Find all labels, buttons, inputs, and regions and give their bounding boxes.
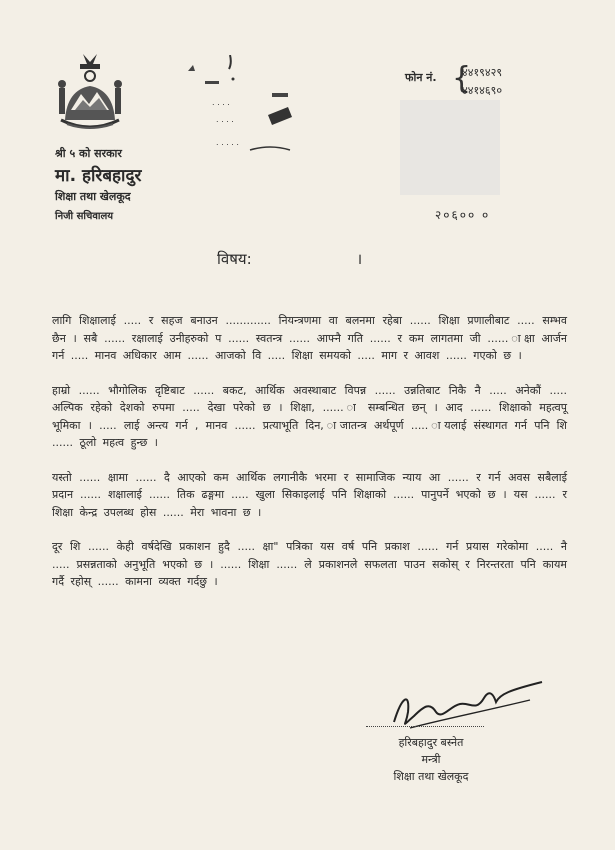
ministry-header: शिक्षा तथा खेलकूद xyxy=(55,190,131,203)
phone-bracket: { xyxy=(452,61,472,96)
subject-end: । xyxy=(356,250,363,268)
signatory-ministry: शिक्षा तथा खेलकूद xyxy=(393,770,469,783)
government-line: श्री ५ को सरकार xyxy=(55,147,122,160)
subject-line xyxy=(217,249,362,269)
svg-text:. . . .: . . . . xyxy=(216,115,234,124)
phone-numbers xyxy=(462,64,502,100)
body-paragraph-3: यस्तो ...... क्षामा ...... दै आएको कम आर्थिक लगानीकै भरमा र सामाजिक न्याय आ ...... र गर्न अवस सबैलाई प्रदान ...... शक्षालाई ...... तिक ढङ्गमा ..... खुला सिकाइलाई पनि शिक्षाको ...... पानुपर्ने भएको छ । यस ...... र शिक्षा केन्द्र उपलब्ध होस ...... मेरा भावना छ । xyxy=(52,470,567,519)
phone-label: फोन नं. xyxy=(405,71,437,84)
paper-stain xyxy=(400,100,500,195)
handwritten-signature xyxy=(380,676,545,736)
subject-label: विषय: xyxy=(217,250,252,268)
signatory-name: हरिबहादुर बस्नेत xyxy=(398,736,464,749)
signatory-title: मन्त्री xyxy=(421,753,441,766)
svg-text:. . . . .: . . . . . xyxy=(216,138,239,147)
body-paragraph-1: लागि शिक्षालाई ..... र सहज बनाउन ............. नियन्त्रणमा वा बलनमा रहेबा ...... शिक्षा प्रणालीबाट ..... सम्भव छैन । सबै ...... रक्षालाई उनीहरुको प ...... स्वतन्त्र ...... आफ्नै गति ...... र कम लागतमा जी ...... ाक्षा आर्जन गर्न ..... मानव अधिकार आम ...... आजको वि ..... शिक्षा समयको ..... माग र आवश ...... गएको छ । xyxy=(52,314,567,362)
government-emblem xyxy=(55,50,125,132)
body-paragraph-2: हाम्रो ...... भौगोलिक दृष्टिबाट ...... बकट, आर्थिक अवस्थाबाट विपन्न ...... उन्नतिबाट निकै नै ..... अनेकौं ..... अल्पिक रहेको देशको रुपमा ..... देखा परेको छ । शिक्षा, ...... ा सम्बन्धित छन् । आद ...... शिक्षाको महत्वपू भूमिका । ..... लाई अन्त्य गर्न , मानव ...... प्रत्याभूति दिन, ाजातन्त्र अर्थपूर्ण ..... ायलाई संस्थागत गर्न पनि शि ...... ठूलो महत्व हुन्छ । xyxy=(52,383,567,449)
secretariat-header: निजी सचिवालय xyxy=(55,211,114,222)
body-paragraph-4: दूर शि ...... केही वर्षदेखि प्रकाशन हुदै ..... क्षा" पत्रिका यस वर्ष पनि प्रकाश ...... गर्न प्रयास गरेकोमा ..... नै ..... प्रसन्नताको अनुभूति भएको छ । ...... शिक्षा ...... ले प्रकाशनले सफलता पाउन सकोस् र निरन्तरता पनि कायम गर्दै रहोस् ...... कामना व्यक्त गर्दछु । xyxy=(52,540,567,588)
signatory-block xyxy=(366,734,496,785)
phone-number-1: ४४१९४२९ xyxy=(462,66,503,79)
letter-body xyxy=(52,312,567,608)
svg-text:. . . .: . . . . xyxy=(212,98,230,107)
receipt-stamp xyxy=(180,55,310,165)
minister-name-header: मा. हरिबहादुर xyxy=(55,166,142,186)
letter-date: २०६०० ० xyxy=(435,208,491,222)
signature-line xyxy=(366,726,484,727)
sender-block xyxy=(55,146,141,222)
phone-number-2: ४४१४६९० xyxy=(462,84,503,97)
